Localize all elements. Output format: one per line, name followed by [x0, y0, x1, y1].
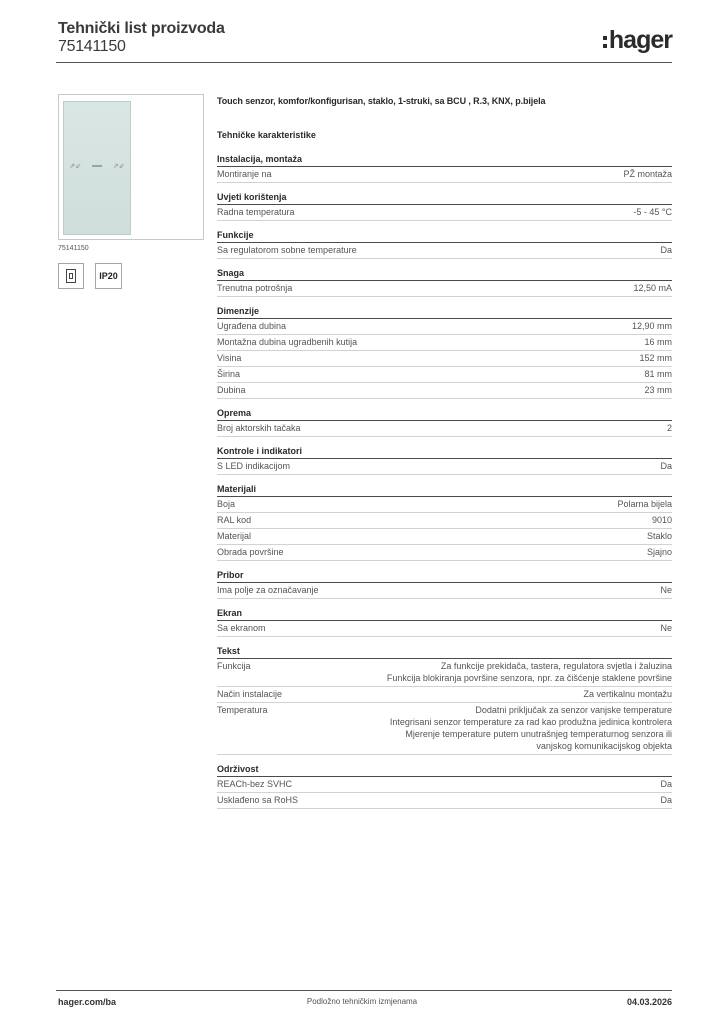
spec-label: Ugrađena dubina: [217, 321, 287, 331]
spec-value-line: Za vertikalnu montažu: [583, 689, 672, 699]
spec-value: [633, 282, 672, 294]
spec-value-line: Sjajno: [646, 547, 672, 557]
spec-row: [217, 687, 672, 703]
spec-label: Montiranje na: [217, 169, 272, 179]
spec-value: [583, 688, 672, 700]
spec-section: [217, 446, 672, 475]
spec-label: S LED indikacijom: [217, 461, 291, 471]
spec-section: [217, 408, 672, 437]
spec-row: [217, 383, 672, 399]
section-title: Tekst: [217, 646, 672, 659]
spec-value-line: 12,50 mA: [633, 283, 672, 293]
footer-divider: [56, 990, 672, 991]
section-title: Instalacija, montaža: [217, 154, 672, 167]
spec-label: Boja: [217, 499, 236, 509]
spec-value: [633, 206, 672, 218]
spec-value-line: Funkcija blokiranja površine senzora, npr. za čišćenje staklene površine: [386, 673, 672, 683]
spec-value-line: Da: [660, 795, 672, 805]
footer-notice: Podložno tehničkim izmjenama: [306, 997, 418, 1006]
spec-row: [217, 319, 672, 335]
spec-value: [660, 584, 672, 596]
spec-value-line: 9010: [651, 515, 672, 525]
spec-label: Dubina: [217, 385, 246, 395]
spec-section: [217, 764, 672, 809]
spec-value-line: PŽ montaža: [623, 169, 672, 179]
section-title: Dimenzije: [217, 306, 672, 319]
footer-date: 04.03.2026: [626, 997, 672, 1007]
section-title: Oprema: [217, 408, 672, 421]
page-title: Tehnički list proizvoda: [58, 20, 225, 37]
spec-value-line: Da: [660, 245, 672, 255]
spec-label: Temperatura: [217, 705, 268, 715]
spec-label: RAL kod: [217, 515, 252, 525]
section-title: Pribor: [217, 570, 672, 583]
spec-row: [217, 793, 672, 809]
spec-value-line: Za funkcije prekidača, tastera, regulatora svjetla i žaluzina: [440, 661, 672, 671]
spec-label: Materijal: [217, 531, 252, 541]
spec-value-line: -5 - 45 °C: [633, 207, 672, 217]
spec-label: Visina: [217, 353, 242, 363]
spec-value: [644, 368, 672, 380]
spec-value: [667, 422, 672, 434]
spec-section: [217, 230, 672, 259]
spec-row: [217, 243, 672, 259]
spec-value: [617, 498, 672, 510]
spec-label: Montažna dubina ugradbenih kutija: [217, 337, 358, 347]
spec-row: [217, 513, 672, 529]
spec-value-line: 152 mm: [639, 353, 672, 363]
spec-label: Ima polje za označavanje: [217, 585, 319, 595]
spec-label: Broj aktorskih tačaka: [217, 423, 301, 433]
arrows-right-icon: ⇗⇙: [112, 163, 125, 170]
spec-value: [647, 530, 672, 542]
spec-value-line: Ne: [660, 623, 672, 633]
spec-value: [652, 514, 672, 526]
section-title: Ekran: [217, 608, 672, 621]
spec-row: [217, 545, 672, 561]
spec-label: Usklađeno sa RoHS: [217, 795, 299, 805]
spec-section: [217, 306, 672, 399]
spec-value: [632, 320, 672, 332]
spec-value: [390, 704, 672, 752]
spec-value: [644, 336, 672, 348]
spec-value-line: 23 mm: [644, 385, 672, 395]
spec-section: [217, 570, 672, 599]
spec-row: [217, 205, 672, 221]
spec-section: [217, 646, 672, 755]
brand-logo[interactable]: [603, 26, 672, 55]
spec-value-line: Staklo: [646, 531, 672, 541]
spec-value: [387, 660, 672, 684]
product-panel-image: [63, 101, 131, 235]
sensor-markings: [64, 162, 130, 170]
spec-area: [217, 96, 672, 818]
spec-value: [660, 622, 672, 634]
spec-label: Sa regulatorom sobne temperature: [217, 245, 357, 255]
spec-row: [217, 459, 672, 475]
header-divider: [56, 62, 672, 63]
spec-row: [217, 529, 672, 545]
spec-section: [217, 154, 672, 183]
spec-label: Obrada površine: [217, 547, 284, 557]
spec-value-line: 12,90 mm: [631, 321, 672, 331]
spec-section: [217, 484, 672, 561]
spec-value: [644, 384, 672, 396]
flush-mount-badge: [58, 263, 84, 289]
spec-sections: [217, 154, 672, 809]
spec-value-line: Ne: [660, 585, 672, 595]
spec-label: Funkcija: [217, 661, 251, 671]
spec-row: [217, 367, 672, 383]
spec-section: [217, 608, 672, 637]
footer-website-link[interactable]: hager.com/ba: [58, 997, 117, 1007]
spec-value-line: vanjskog komunikacijskog objekta: [536, 741, 672, 751]
led-indicator-icon: [92, 165, 102, 167]
spec-label: Širina: [217, 369, 241, 379]
spec-value: [647, 546, 672, 558]
spec-row: [217, 335, 672, 351]
spec-row: [217, 497, 672, 513]
spec-row: [217, 703, 672, 755]
spec-row: [217, 659, 672, 687]
spec-value-line: Integrisani senzor temperature za rad kao produžna jedinica kontrolera: [389, 717, 672, 727]
spec-row: [217, 351, 672, 367]
section-title: Funkcije: [217, 230, 672, 243]
brand-dots-icon: [603, 36, 607, 48]
spec-row: [217, 281, 672, 297]
spec-section: [217, 268, 672, 297]
brand-name: hager: [608, 26, 672, 54]
spec-value: [660, 778, 672, 790]
spec-value-line: 81 mm: [644, 369, 672, 379]
section-title: Kontrole i indikatori: [217, 446, 672, 459]
ip-rating-badge: IP20: [95, 263, 122, 289]
arrows-left-icon: ⇗⇙: [69, 163, 82, 170]
spec-value-line: Dodatni priključak za senzor vanjske temperature: [475, 705, 672, 715]
spec-row: [217, 167, 672, 183]
spec-row: [217, 583, 672, 599]
spec-label: Radna temperatura: [217, 207, 295, 217]
spec-value-line: Mjerenje temperature putem unutrašnjeg temperaturnog senzora ili: [405, 729, 672, 739]
spec-heading: Tehničke karakteristike: [217, 130, 316, 140]
spec-value: [660, 460, 672, 472]
spec-label: Sa ekranom: [217, 623, 266, 633]
spec-row: [217, 777, 672, 793]
product-code: 75141150: [58, 38, 126, 55]
spec-value: [639, 352, 672, 364]
spec-value-line: Polarna bijela: [617, 499, 672, 509]
spec-row: [217, 621, 672, 637]
spec-label: REACh-bez SVHC: [217, 779, 293, 789]
spec-value-line: Da: [660, 779, 672, 789]
spec-label: Način instalacije: [217, 689, 283, 699]
section-title: Održivost: [217, 764, 672, 777]
spec-section: [217, 192, 672, 221]
spec-value: [623, 168, 672, 180]
photo-caption: 75141150: [58, 245, 89, 252]
spec-value: [660, 244, 672, 256]
section-title: Uvjeti korištenja: [217, 192, 672, 205]
spec-value-line: 16 mm: [644, 337, 672, 347]
spec-value-line: 2: [666, 423, 672, 433]
product-photo: [58, 94, 204, 240]
flush-mount-icon: [66, 269, 76, 283]
spec-value: [660, 794, 672, 806]
spec-label: Trenutna potrošnja: [217, 283, 293, 293]
section-title: Materijali: [217, 484, 672, 497]
spec-value-line: Da: [660, 461, 672, 471]
section-title: Snaga: [217, 268, 672, 281]
product-description: Touch senzor, komfor/konfigurisan, staklo, 1-struki, sa BCU , R.3, KNX, p.bijela: [217, 96, 546, 106]
spec-row: [217, 421, 672, 437]
